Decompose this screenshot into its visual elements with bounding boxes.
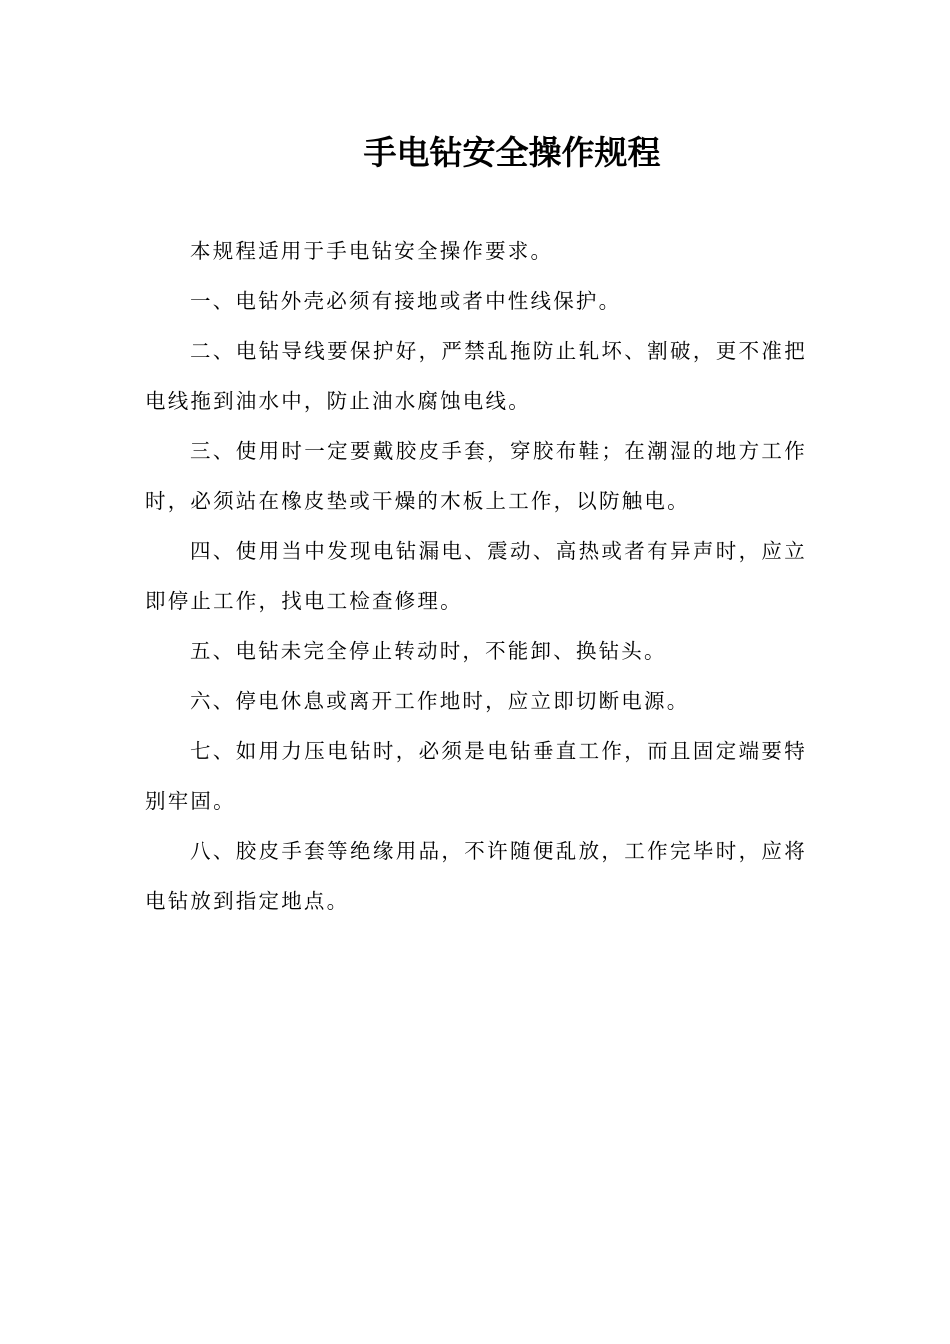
paragraph-scope: 本规程适用于手电钻安全操作要求。 — [190, 239, 554, 263]
document-title: 手电钻安全操作规程 — [363, 133, 661, 172]
paragraph-rule-1: 一、电钻外壳必须有接地或者中性线保护。 — [190, 289, 622, 313]
paragraph-rule-6: 六、停电休息或离开工作地时，应立即切断电源。 — [190, 689, 690, 713]
paragraph-rule-3: 三、使用时一定要戴胶皮手套，穿胶布鞋；在潮湿的地方工作时，必须站在橡皮垫或干燥的木板上工作，以防触电。 — [145, 439, 807, 513]
paragraph-rule-5: 五、电钻未完全停止转动时，不能卸、换钻头。 — [190, 639, 667, 663]
paragraph-rule-7: 七、如用力压电钻时，必须是电钻垂直工作，而且固定端要特别牢固。 — [145, 739, 807, 813]
document-body — [145, 226, 807, 926]
paragraph-rule-4: 四、使用当中发现电钻漏电、震动、高热或者有异声时，应立即停止工作，找电工检查修理。 — [145, 539, 807, 613]
paragraph-rule-2: 二、电钻导线要保护好，严禁乱拖防止轧坏、割破，更不准把电线拖到油水中，防止油水腐蚀电线。 — [145, 339, 807, 413]
paragraph-rule-8: 八、胶皮手套等绝缘用品，不许随便乱放，工作完毕时，应将电钻放到指定地点。 — [145, 839, 807, 913]
